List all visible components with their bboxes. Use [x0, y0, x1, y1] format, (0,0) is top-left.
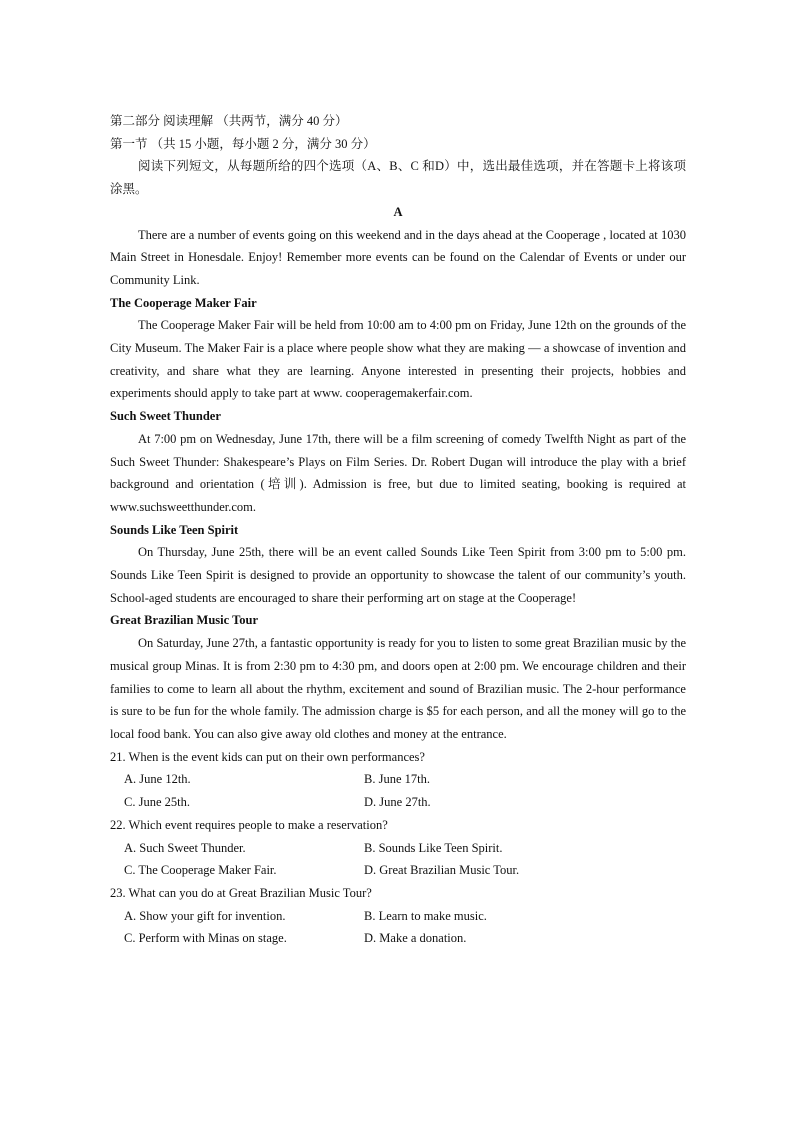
section-body-maker-fair: The Cooperage Maker Fair will be held from 10:00 am to 4:00 pm on Friday, June 12th on the grounds of the City Museum. The Maker Fair is a place where people show what they are making — a showcase of invention and creativity, and share what they are learning. Anyone interested in presenting their projects, hobbies and experiments should apply to take part at www. cooperagemakerfair.com.: [110, 318, 686, 401]
option-a[interactable]: A. Such Sweet Thunder.: [124, 840, 246, 855]
question-options-23: [110, 905, 686, 950]
question-stem-21: 21. When is the event kids can put on their own performances?: [110, 749, 425, 764]
question-options-21: [110, 768, 686, 813]
option-b[interactable]: B. June 17th.: [364, 772, 430, 787]
option-c[interactable]: C. The Cooperage Maker Fair.: [124, 863, 277, 878]
option-d[interactable]: D. Make a donation.: [364, 931, 467, 946]
section-heading-teen-spirit: Sounds Like Teen Spirit: [110, 522, 239, 537]
section-heading-sweet-thunder: Such Sweet Thunder: [110, 409, 221, 424]
option-a[interactable]: A. Show your gift for invention.: [124, 908, 286, 923]
section-body-teen-spirit: On Thursday, June 25th, there will be an event called Sounds Like Teen Spirit from 3:00 pm to 5:00 pm. Sounds Like Teen Spirit is designed to provide an opportunity to showcase the talent of our community’s youth. School-aged students are encouraged to share their performing art on stage at the Cooperage!: [110, 545, 686, 605]
option-b[interactable]: B. Sounds Like Teen Spirit.: [364, 840, 503, 855]
question-options-22: [110, 837, 686, 882]
question-stem-23: 23. What can you do at Great Brazilian Music Tour?: [110, 885, 372, 900]
option-d[interactable]: D. Great Brazilian Music Tour.: [364, 863, 520, 878]
option-d[interactable]: D. June 27th.: [364, 795, 431, 810]
section-title: 第一节 （共 15 小题，每小题 2 分，满分 30 分）: [110, 136, 376, 151]
option-b[interactable]: B. Learn to make music.: [364, 908, 487, 923]
option-c[interactable]: C. June 25th.: [124, 795, 190, 810]
option-a[interactable]: A. June 12th.: [124, 772, 191, 787]
instruction-text: 阅读下列短文，从每题所给的四个选项（A、B、C 和D）中，选出最佳选项，并在答题卡上将该项涂黑。: [110, 159, 686, 197]
passage-intro: There are a number of events going on this weekend and in the days ahead at the Cooperage , located at 1030 Main Street in Honesdale. Enjoy! Remember more events can be found on the Calendar of Events or under our Community Link.: [110, 227, 686, 287]
section-heading-maker-fair: The Cooperage Maker Fair: [110, 295, 257, 310]
option-c[interactable]: C. Perform with Minas on stage.: [124, 931, 287, 946]
section-body-sweet-thunder: At 7:00 pm on Wednesday, June 17th, there will be a film screening of comedy Twelfth Night as part of the Such Sweet Thunder: Shakespeare’s Plays on Film Series. Dr. Robert Dugan will introduce the play with a brief background and orientation (培训). Admission is free, but due to limited seating, booking is required at www.suchsweetthunder.com.: [110, 431, 686, 514]
question-stem-22: 22. Which event requires people to make a reservation?: [110, 817, 388, 832]
exam-page: [110, 110, 686, 950]
passage-letter: A: [393, 204, 403, 219]
section-body-brazilian-tour: On Saturday, June 27th, a fantastic opportunity is ready for you to listen to some great Brazilian music by the musical group Minas. It is from 2:30 pm to 4:30 pm, and doors open at 2:00 pm. We encourage children and their families to come to learn all about the rhythm, excitement and sound of Brazilian music. The 2-hour performance is sure to be fun for the whole family. The admission charge is $5 for each person, and all the money will go to the local food bank. You can also give away old clothes and money at the entrance.: [110, 636, 686, 741]
section-heading-brazilian-tour: Great Brazilian Music Tour: [110, 613, 259, 628]
part-title: 第二部分 阅读理解 （共两节，满分 40 分）: [110, 114, 348, 128]
